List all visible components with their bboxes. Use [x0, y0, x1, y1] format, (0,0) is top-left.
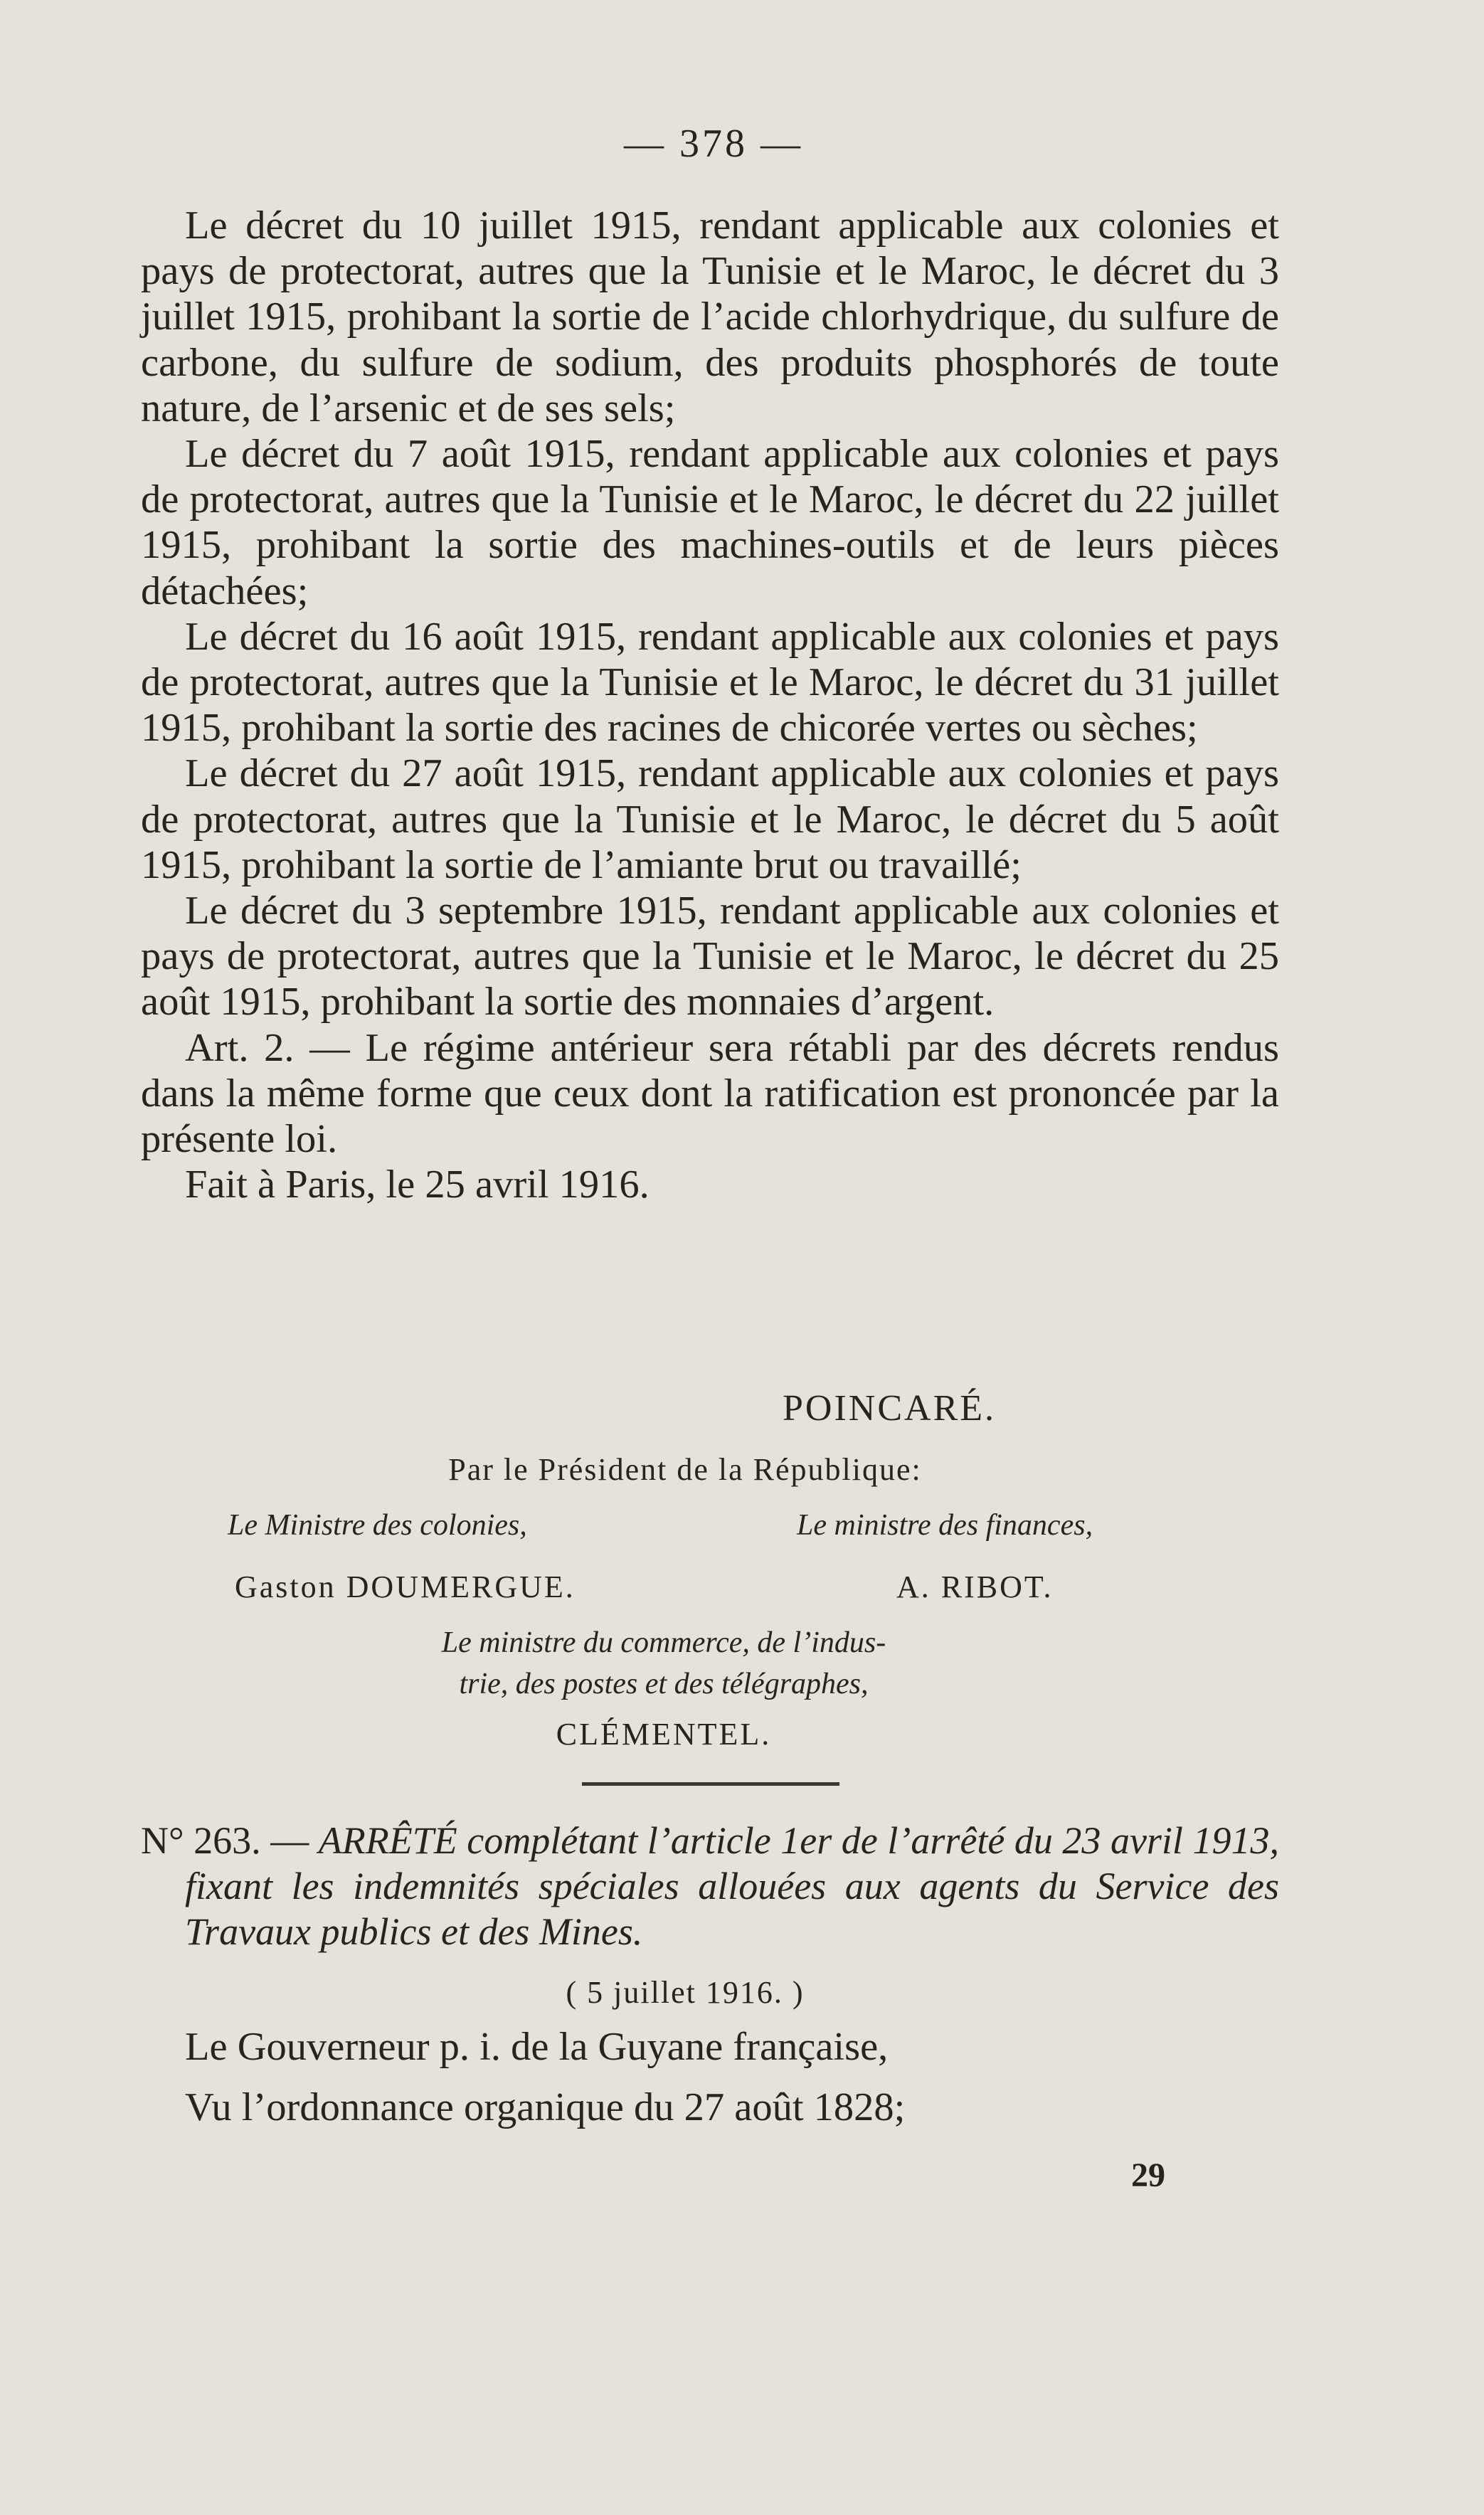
arrete-number: N° 263. — [141, 1819, 309, 1862]
vu-ordonnance-line: Vu l’ordonnance organique du 27 août 1828; [185, 2085, 906, 2129]
signature-president: POINCARÉ. [783, 1388, 997, 1429]
minister-finances-title: Le ministre des finances, [797, 1509, 1093, 1542]
arrete-heading-text [141, 1818, 1279, 1954]
minister-commerce-title [0, 1622, 1406, 1705]
arrete-heading [141, 1818, 1279, 1954]
minister-colonies-name: Gaston DOUMERGUE. [235, 1569, 576, 1604]
paragraph: Le décret du 3 septembre 1915, rendant applicable aux colonies et pays de protectorat, autres que la Tunisie et le Maroc, le décret du 25 août 1915, prohibant la sortie des monnaies d’argent. [141, 889, 1279, 1024]
paragraph: Le décret du 16 août 1915, rendant applicable aux colonies et pays de protectorat, autres que la Tunisie et le Maroc, le décret du 31 juillet 1915, prohibant la sortie des racines de chicorée vertes ou sèches; [141, 614, 1279, 751]
paragraph: Le décret du 27 août 1915, rendant applicable aux colonies et pays de protectorat, autres que la Tunisie et le Maroc, le décret du 5 août 1915, prohibant la sortie de l’amiante brut ou travaillé; [141, 751, 1279, 887]
minister-finances-name: A. RIBOT. [896, 1569, 1054, 1604]
gouverneur-line: Le Gouverneur p. i. de la Guyane française, [185, 2025, 889, 2069]
signature-mark: 29 [1131, 2156, 1165, 2194]
minister-commerce-name: CLÉMENTEL. [556, 1717, 772, 1752]
article-2: Art. 2. — Le régime antérieur sera rétabli par des décrets rendus dans la même forme que ceux dont la ratification est prononcée par la présente loi. [141, 1025, 1279, 1162]
arrete-date: ( 5 juillet 1916. ) [566, 1975, 805, 2010]
paragraph: Le décret du 10 juillet 1915, rendant applicable aux colonies et pays de protectorat, autres que la Tunisie et le Maroc, le décret du 3 juillet 1915, prohibant la sortie de l’acide chlorhydrique, du sulfure de carbone, du sulfure de sodium, des produits phosphorés de toute nature, de l’arsenic et de ses sels; [141, 203, 1279, 430]
section-divider [582, 1782, 839, 1786]
minister-commerce-title-line: Le ministre du commerce, de l’indus- [441, 1626, 886, 1659]
arrete-title: ARRÊTÉ complétant l’article 1er de l’arrêté du 23 avril 1913, fixant les indemnités spéciales allouées aux agents du Service des Travaux publics et des Mines. [185, 1819, 1279, 1953]
decree-list [141, 203, 1279, 1207]
minister-commerce-title-line: trie, des postes et des télégraphes, [459, 1668, 869, 1700]
fait-a-paris: Fait à Paris, le 25 avril 1916. [185, 1163, 650, 1207]
minister-colonies-title: Le Ministre des colonies, [228, 1509, 527, 1542]
paragraph: Le décret du 7 août 1915, rendant applicable aux colonies et pays de protectorat, autres que la Tunisie et le Maroc, le décret du 22 juillet 1915, prohibant la sortie des machines-outils et de leurs pièces détachées; [141, 432, 1279, 613]
par-le-president: Par le Président de la République: [448, 1452, 922, 1487]
page-number: — 378 — [624, 122, 803, 166]
